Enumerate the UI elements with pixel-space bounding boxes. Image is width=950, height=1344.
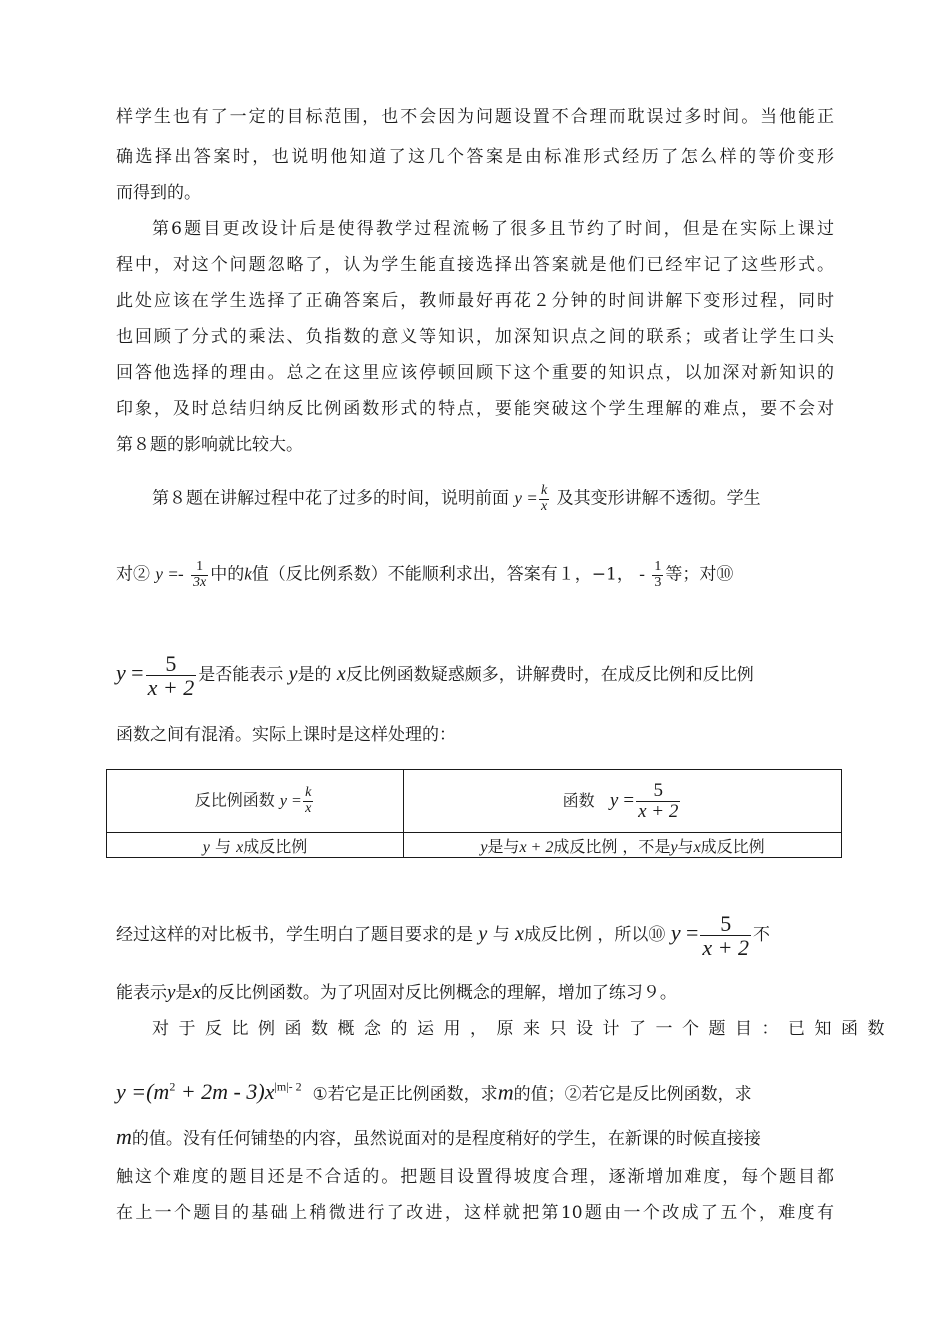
text-span: 等；对⑩ xyxy=(665,564,734,585)
text-line: 第6题目更改设计后是使得教学过程流畅了很多且节约了时间，但是在实际上课过 xyxy=(152,219,834,239)
text-line: 印象，及时总结归纳反比例函数形式的特点，要能突破这个学生理解的难点，要不会对 xyxy=(116,399,834,419)
fraction-5-over-x-plus-2: $\frac{5}{x + 2}$ xyxy=(702,911,750,961)
text-line: 确选择出答案时，也说明他知道了这几个答案是由标准形式经历了怎么样的等价变形 xyxy=(116,147,834,167)
math-var: y xyxy=(514,488,522,508)
text-span: 第８题在讲解过程中花了过多的时间，说明前面 xyxy=(152,488,509,509)
table-cell: 反比例函数 y = $\frac{k}{x}$ xyxy=(107,770,404,833)
text-line: 回答他选择的理由。总之在这里应该停顿回顾下这个重要的知识点，以加深对新知识的 xyxy=(116,363,834,383)
text-line: $y =(m^2 + 2m - 3)x^{|m|- 2}$ ①若它是正比例函数，求m的值；②若它是反比例函数，求 xyxy=(116,1079,752,1105)
text-span: 是否能表示 xyxy=(198,665,284,686)
table-cell: y 与 x成反比例 xyxy=(107,833,404,858)
math-op: = xyxy=(527,488,537,508)
comparison-table xyxy=(106,769,842,858)
fraction-5-over-x-plus-2: $\frac{5}{x + 2}$ xyxy=(638,779,679,822)
text-line: 经过这样的对比板书，学生明白了题目要求的是 y 与 x成反比例 ，所以⑩ y = $\frac{5}{x + 2}$ 不 xyxy=(116,911,771,961)
text-line: 样学生也有了一定的目标范围，也不会因为问题设置不合理而耽误过多时间。当他能正 xyxy=(116,107,834,127)
text-span: 成反比例 ，所以⑩ xyxy=(524,925,666,946)
fraction-k-over-x: $\frac{k}{x}$ xyxy=(540,483,548,514)
math-var: y xyxy=(155,564,163,584)
text-span: 是的 xyxy=(297,665,332,686)
text-span: 经过这样的对比板书，学生明白了题目要求的是 xyxy=(116,925,473,946)
text-line: 此处应该在学生选择了正确答案后，教师最好再花２分钟的时间讲解下变形过程，同时 xyxy=(116,291,834,311)
function-expression: $y =(m^2 + 2m - 3)x^{|m|- 2}$ xyxy=(116,1079,302,1105)
fraction-k-over-x: $\frac{k}{x}$ xyxy=(305,784,312,816)
text-line: 在上一个题目的基础上稍微进行了改进，这样就把第10题由一个改成了五个，难度有 xyxy=(116,1203,834,1223)
text-line: 第８题的影响就比较大。 xyxy=(116,435,303,455)
table-cell: 函数 y = $\frac{5}{x + 2}$ xyxy=(404,770,842,833)
text-span: 值（反比例系数）不能顺利求出，答案有１，−1， xyxy=(251,564,634,585)
text-line: 触这个难度的题目还是不合适的。把题目设置得坡度合理，逐渐增加难度，每个题目都 xyxy=(116,1167,834,1187)
text-span: 中的 xyxy=(210,564,245,585)
text-span: 及其变形讲解不透彻。学生 xyxy=(556,488,761,509)
fraction-1-over-3: $\frac{1}{3}$ xyxy=(654,559,662,590)
fraction-1-over-3x: $\frac{1}{3x}$ xyxy=(193,559,207,590)
text-line: 能表示y是x的反比例函数。为了巩固对反比例概念的理解，增加了练习９。 xyxy=(116,982,677,1003)
fraction-5-over-x-plus-2: $\frac{5}{x + 2}$ xyxy=(147,651,195,701)
text-line: 程中，对这个问题忽略了，认为学生能直接选择出答案就是他们已经牢记了这些形式。 xyxy=(116,255,834,275)
text-span: 反比例函数疑惑颇多，讲解费时，在成反比例和反比例 xyxy=(345,665,754,686)
text-span: 对② xyxy=(116,564,150,585)
text-line: m的值。没有任何铺垫的内容，虽然说面对的是程度稍好的学生，在新课的时候直接接 xyxy=(116,1124,761,1149)
text-line: 而得到的。 xyxy=(116,183,201,203)
text-line: y = $\frac{5}{x + 2}$ 是否能表示 y是的 x反比例函数疑惑颇多，讲解费时，在成反比例和反比例 xyxy=(116,651,754,701)
table-cell: y是与x + 2成反比例 ，不是y与x成反比例 xyxy=(404,833,842,858)
text-line: 也回顾了分式的乘法、负指数的意义等知识，加深知识点之间的联系；或者让学生口头 xyxy=(116,327,834,347)
text-line: 函数之间有混淆。实际上课时是这样处理的： xyxy=(116,725,456,745)
text-line xyxy=(152,484,761,514)
text-line: 对② y =- $\frac{1}{3x}$ 中的k值（反比例系数）不能顺利求出，答案有１，−1， - $\frac{1}{3}$ 等；对⑩ xyxy=(116,559,734,590)
text-line: 对于反比例函数概念的运用，原来只设计了一个题目：已知函数 xyxy=(152,1019,894,1039)
